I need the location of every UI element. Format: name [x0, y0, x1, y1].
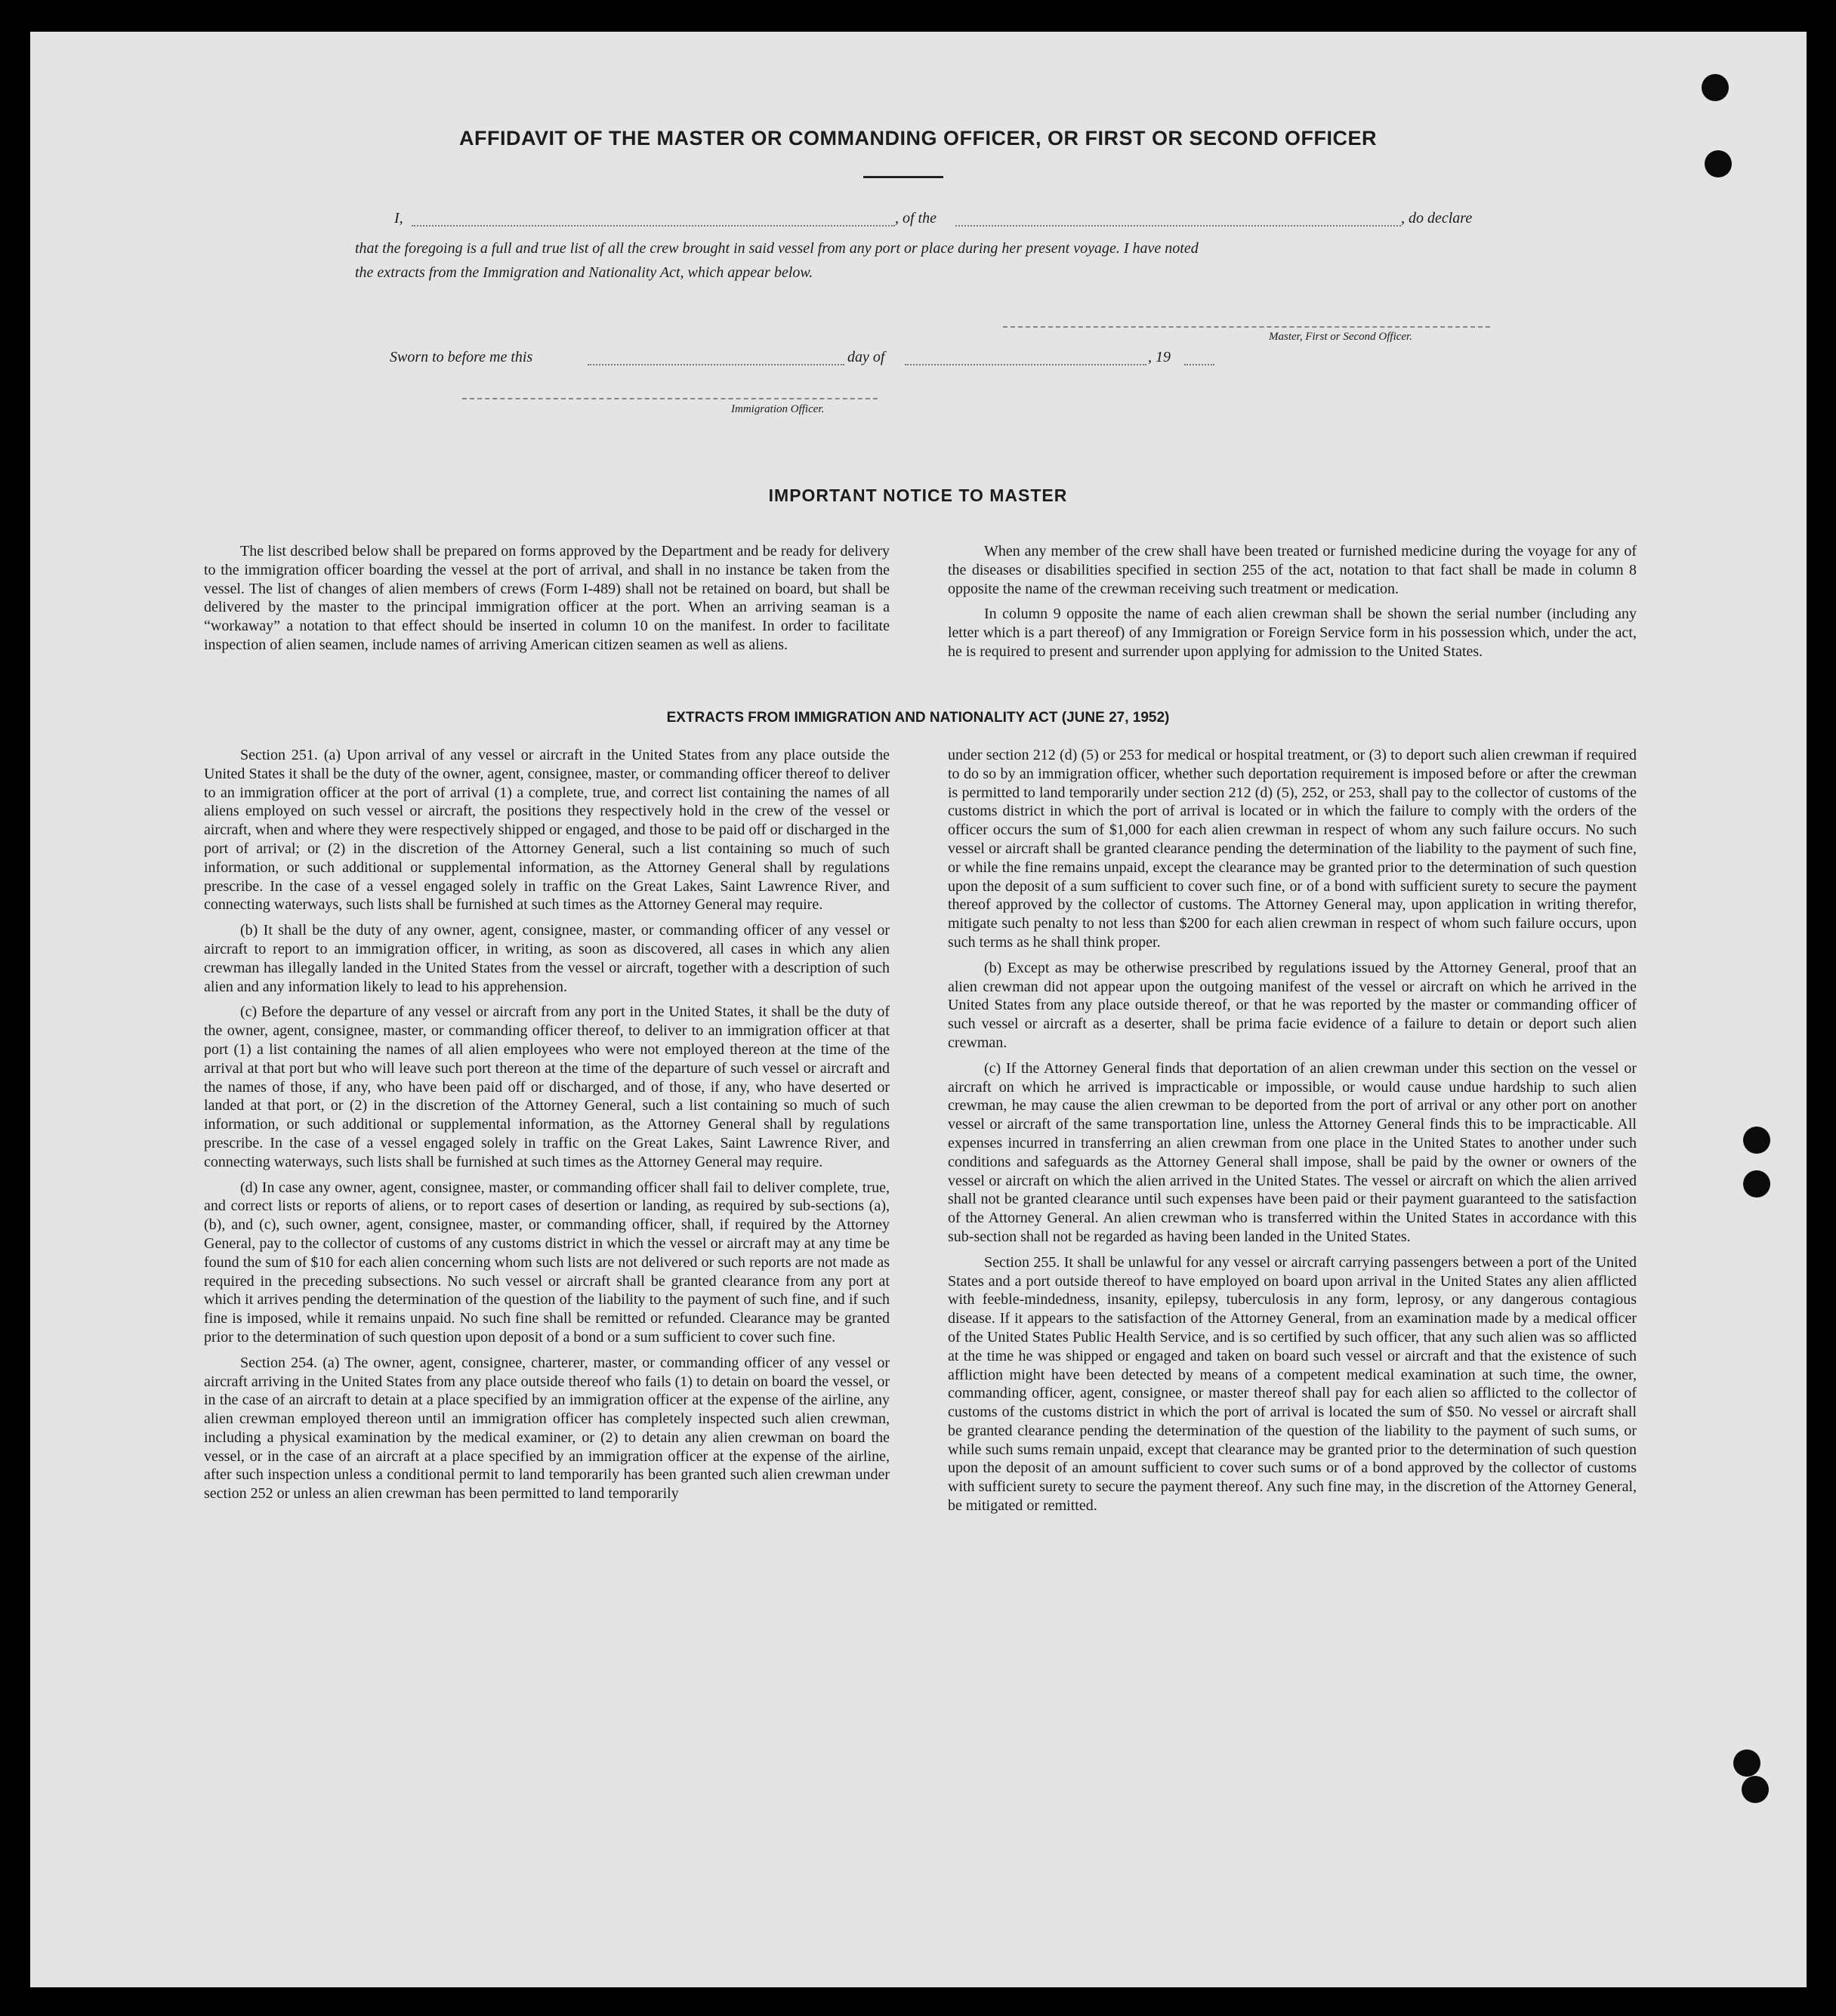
sworn-label: Sworn to before me this — [390, 349, 533, 365]
affidavit-vessel-field[interactable] — [955, 225, 1401, 227]
sworn-month-field[interactable] — [905, 364, 1146, 365]
section-251a: Section 251. (a) Upon arrival of any vessel or aircraft in the United States from any place outside the United States it shall be the duty of the owner, agent, consignee, master, or commanding officer thereof to deliver to an immigration officer at the port of arrival (1) a complete, true, and correct list containing the names of all aliens employed on such vessel or aircraft, the positions they respectively hold in the crew of the vessel or aircraft, when and where they were respectively shipped or engaged, and those to be paid off or discharged in the port of arrival; or (2) in the discretion of the Attorney General, such a list containing so much of such information, or such additional or supplemental information, as the Attorney General shall by regulations prescribe. In the case of a vessel engaged solely in traffic on the Great Lakes, Saint Lawrence River, and connecting waterways, such lists shall be furnished at such times as the Attorney General may require. — [204, 747, 890, 914]
notice-right-column — [948, 542, 1637, 668]
immigration-officer-signature-field[interactable] — [462, 398, 878, 399]
section-251b: (b) It shall be the duty of any owner, agent, consignee, master, or commanding officer of any vessel or aircraft to report to an immigration officer, in writing, as soon as discovered, all cases in which any alien crewman has illegally landed in the United States from the vessel or aircraft, together with a description of such alien and any information likely to lead to his apprehension. — [204, 922, 890, 995]
notice-paragraph: The list described below shall be prepared on forms approved by the Department and be ready for delivery to the immigration officer boarding the vessel at the port of arrival, and shall in no instance be taken from the vessel. The list of changes of alien members of crews (Form I-489) shall not be retained on board, but shall be delivered by the master to the principal immigration officer at the port. When an arriving seaman is a “workaway” a notation to that effect should be inserted in column 10 on the manifest. In order to facilitate inspection of alien seamen, include names of arriving American citizen seamen as well as aliens. — [204, 543, 890, 653]
punch-hole-top-2 — [1705, 150, 1732, 177]
punch-hole-top-1 — [1702, 74, 1729, 101]
sworn-date-field[interactable] — [588, 364, 844, 365]
affidavit-do-declare-label: , do declare — [1401, 210, 1473, 227]
section-254c: (c) If the Attorney General finds that deportation of an alien crewman under this section on the vessel or aircraft on which he arrived is impracticable or impossible, or would cause undue hardship to such alien crewman, he may cause the alien crewman to be deported from the port of arrival or any other port on another vessel or aircraft of the same transportation line, unless the Attorney General finds this to be impracticable. All expenses incurred in transferring an alien crewman from one place in the United States to another under such conditions and safeguards as the Attorney General shall impose, shall be paid by the owner or owners of the vessel or aircraft on which the alien arrived in the United States. The vessel or aircraft on which the alien arrived shall not be granted clearance until such expenses have been paid or their payment guaranteed to the satisfaction of the Attorney General. An alien crewman who is transferred within the United States in accordance with this sub-section shall not be regarded as having been landed in the United States. — [948, 1059, 1637, 1245]
punch-hole-bottom-1 — [1733, 1749, 1760, 1777]
affidavit-name-field[interactable] — [412, 225, 895, 227]
notice-paragraph: In column 9 opposite the name of each alien crewman shall be shown the serial number (including any letter which is a part thereof) of any Immigration or Foreign Service form in his possession which, under the act, he is required to present and surrender upon applying for admission to the United States. — [948, 606, 1637, 660]
master-signature-caption: Master, First or Second Officer. — [1269, 331, 1412, 343]
section-254b: (b) Except as may be otherwise prescribed by regulations issued by the Attorney General, proof that an alien crewman did not appear upon the outgoing manifest of the vessel or aircraft on which he arrived in the United States from any place outside thereof, or that he was reported by the master or commanding officer of such vessel or aircraft as a deserter, shall be prima facie evidence of a failure to detain or deport such alien crewman. — [948, 959, 1637, 1051]
affidavit-line-2: that the foregoing is a full and true list of all the crew brought in said vessel from any port or place during her present voyage. I have noted — [355, 240, 1199, 257]
notice-left-column — [204, 542, 890, 661]
affidavit-i-label: I, — [394, 210, 403, 227]
affidavit-of-the-label: , of the — [895, 210, 937, 227]
punch-hole-bottom-2 — [1742, 1776, 1769, 1803]
important-notice-title: IMPORTANT NOTICE TO MASTER — [768, 486, 1068, 505]
title-divider — [863, 176, 943, 178]
affidavit-line-3: the extracts from the Immigration and Nationality Act, which appear below. — [355, 264, 813, 281]
affidavit-title: AFFIDAVIT OF THE MASTER OR COMMANDING OFFICER, OR FIRST OR SECOND OFFICER — [459, 127, 1377, 150]
extracts-left-column — [204, 746, 890, 1510]
notice-paragraph: When any member of the crew shall have been treated or furnished medicine during the voyage for any of the diseases or disabilities specified in section 255 of the act, notation to that fact shall be made in column 8 opposite the name of the crewman receiving such treatment or medication. — [948, 543, 1637, 597]
punch-hole-mid-1 — [1743, 1127, 1770, 1154]
section-255: Section 255. It shall be unlawful for any vessel or aircraft carrying passengers between a port of the United States and a port outside thereof to have employed on board upon arrival in the United States any alien afflicted with feeble-mindedness, insanity, epilepsy, tuberculosis in any form, leprosy, or any dangerous contagious disease. If it appears to the satisfaction of the Attorney General, from an examination made by a medical officer of the United States Public Health Service, and is so certified by such officer, that any such alien was so afflicted at the time he was shipped or engaged and taken on board such vessel or aircraft and that the existence of such affliction might have been detected by means of a competent medical examination at such time, the owner, commanding officer, agent, consignee, or master thereof shall pay for each alien so afflicted to the collector of customs of the customs district in which the port of arrival is located the sum of $50. No vessel or aircraft shall be granted clearance pending the determination of the question of the liability to the payment of such sums, or while such sums remain unpaid, except that clearance may be granted prior to the determination of such question upon the deposit of an amount sufficient to cover such sums or of a bond approved by the collector of customs with sufficient surety to secure the payment thereof. Any such fine may, in the discretion of the Attorney General, be mitigated or remitted. — [948, 1253, 1637, 1515]
extracts-right-column — [948, 746, 1637, 1522]
section-254a-continued: under section 212 (d) (5) or 253 for medical or hospital treatment, or (3) to deport such alien crewman if required to do so by an immigration officer, whether such deportation requirement is imposed before or after the crewman is permitted to land temporarily under section 212 (d) (5), 252, or 253, shall pay to the collector of customs of the customs district in which the port of arrival is located or in which the failure to comply with the orders of the officer occurs the sum of $1,000 for each alien crewman in respect of whom any such failure occurs. No such vessel or aircraft shall be granted clearance pending the determination of the liability to the payment of such fine, or while the fine remains unpaid, except the clearance may be granted prior to the determination of such question upon the deposit of a sum sufficient to cover such fine, or of a bond with sufficient surety to secure the payment thereof approved by the collector of customs. The Attorney General may, upon application in writing therefor, mitigate such penalty to not less than $200 for each alien crewman in respect of whom such failure occurs, upon such terms as he shall think proper. — [948, 747, 1637, 951]
day-of-label: day of — [847, 349, 885, 365]
section-254a: Section 254. (a) The owner, agent, consignee, charterer, master, or commanding officer of any vessel or aircraft arriving in the United States from any place outside thereof who fails (1) to detain on board the vessel, or in the case of an aircraft to detain at a place specified by an immigration officer at the expense of the airline, any alien crewman employed thereon until an immigration officer has completely inspected such alien crewman, including a physical examination by the medical examiner, or (2) to detain any alien crewman on board the vessel, or in the case of an aircraft at a place specified by an immigration officer at the expense of the airline, after such inspection unless a conditional permit to land temporarily has been granted such alien crewman under section 252 or unless an alien crewman has been permitted to land temporarily — [204, 1354, 890, 1503]
year-label: , 19 — [1148, 349, 1171, 365]
sworn-year-field[interactable] — [1184, 364, 1214, 365]
punch-hole-mid-2 — [1743, 1170, 1770, 1198]
extracts-title: EXTRACTS FROM IMMIGRATION AND NATIONALITY ACT (JUNE 27, 1952) — [666, 710, 1170, 726]
immigration-officer-caption: Immigration Officer. — [731, 403, 825, 415]
section-251d: (d) In case any owner, agent, consignee, master, or commanding officer shall fail to deliver complete, true, and correct lists or reports of aliens, or to report cases of desertion or landing, as required by sub-sections (a), (b), and (c), such owner, agent, consignee, master, or commanding officer, shall, if required by the Attorney General, pay to the collector of customs of any customs district in which the vessel or aircraft may at any time be found the sum of $10 for each alien concerning whom such lists are not delivered or such reports are not made as required in the preceding subsections. No such vessel or aircraft shall be granted clearance from any port at which it arrives pending the determination of the question of the liability to the payment of such fine, and if such fine is imposed, while it remains unpaid. No such fine shall be remitted or refunded. Clearance may be granted prior to the determination of such question upon deposit of a bond or a sum sufficient to cover such fine. — [204, 1179, 890, 1346]
section-251c: (c) Before the departure of any vessel or aircraft from any port in the United States, it shall be the duty of the owner, agent, consignee, master, or commanding officer thereof, to deliver to an immigration officer at that port (1) a list containing the names of all alien employees who were not employed thereon at the time of the arrival at that port but who will leave such port thereon at the time of the departure of such vessel or aircraft and the names of those, if any, who have been paid off or discharged, and of those, if any, who have deserted or landed at that port, or (2) in the discretion of the Attorney General, such a list containing so much of such information, or such additional or supplemental information, as the Attorney General shall by regulations prescribe. In the case of a vessel engaged solely in traffic on the Great Lakes, Saint Lawrence River, and connecting waterways, such lists shall be furnished at such times as the Attorney General may require. — [204, 1003, 890, 1170]
master-signature-field[interactable] — [1003, 326, 1490, 328]
